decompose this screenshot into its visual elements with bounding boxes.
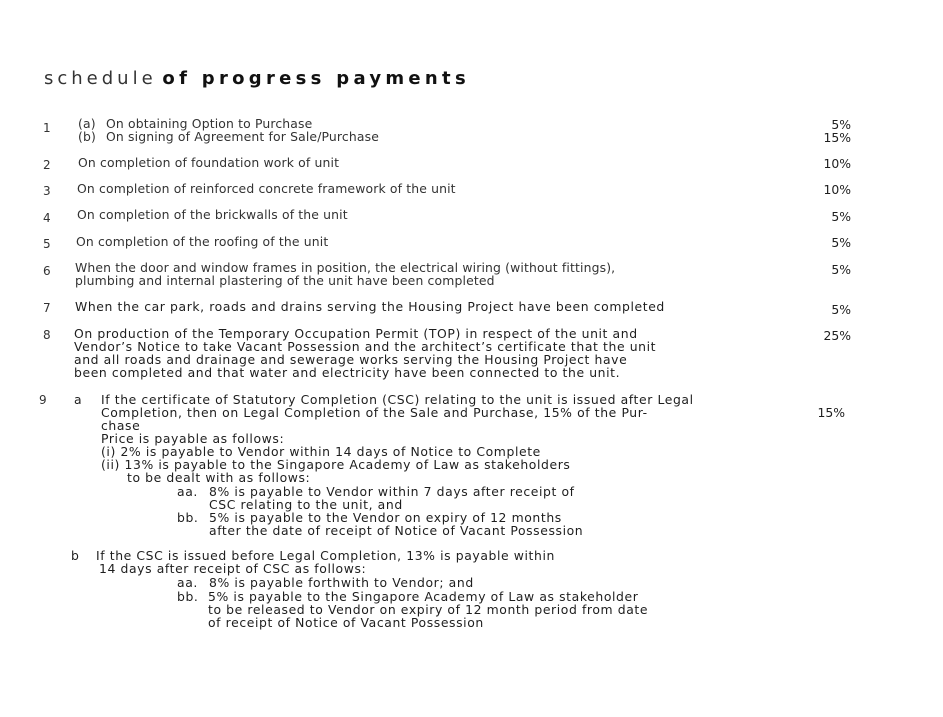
- item-2-number: 2: [43, 158, 51, 172]
- item-9a-line-5: (i) 2% is payable to Vendor within 14 days of Notice to Complete: [101, 444, 541, 459]
- item-9a-line-2: Completion, then on Legal Completion of the Sale and Purchase, 15% of the Pur-: [101, 405, 648, 420]
- item-9a-line-4: Price is payable as follows:: [101, 431, 285, 446]
- item-7-text: When the car park, roads and drains serving the Housing Project have been completed: [75, 299, 665, 314]
- page-title: [44, 68, 470, 89]
- item-6-line-2: plumbing and internal plastering of the unit have been completed: [75, 273, 495, 288]
- item-1a-text: On obtaining Option to Purchase: [106, 116, 313, 131]
- item-1a-percent: 5%: [831, 117, 851, 132]
- item-9b-bb-line-2: to be released to Vendor on expiry of 12 month period from date: [208, 602, 649, 617]
- item-9b-aa-line-1: 8% is payable forthwith to Vendor; and: [209, 575, 474, 590]
- item-8-percent: 25%: [823, 328, 851, 343]
- item-9b-bb-label: bb.: [177, 589, 199, 604]
- item-6-number: 6: [43, 264, 51, 278]
- item-9-number: 9: [39, 393, 47, 407]
- item-8-line-2: Vendor’s Notice to take Vacant Possession and the architect’s certificate that the unit: [74, 339, 657, 354]
- item-9a-aa-line-1: 8% is payable to Vendor within 7 days after receipt of: [209, 484, 575, 499]
- item-4-percent: 5%: [831, 209, 851, 224]
- item-2-text: On completion of foundation work of unit: [78, 155, 340, 170]
- item-1-number: 1: [43, 121, 51, 135]
- item-1b-line: [78, 130, 379, 143]
- item-7-number: 7: [43, 301, 51, 315]
- item-9a-aa-line-2: CSC relating to the unit, and: [209, 497, 403, 512]
- item-8-number: 8: [43, 328, 51, 342]
- item-9b-line-2: 14 days after receipt of CSC as follows:: [99, 561, 367, 576]
- item-9a-line-7: to be dealt with as follows:: [127, 470, 311, 485]
- item-1a-label: (a): [78, 116, 96, 131]
- item-6-line-1: When the door and window frames in position, the electrical wiring (without fittings),: [75, 260, 616, 275]
- item-8-line-4: been completed and that water and electricity have been connected to the unit.: [74, 365, 621, 380]
- item-9a-bb-line-1: 5% is payable to the Vendor on expiry of 12 months: [209, 510, 562, 525]
- item-6-percent: 5%: [831, 262, 851, 277]
- item-9a-aa-label: aa.: [177, 484, 198, 499]
- item-5-text: On completion of the roofing of the unit: [76, 234, 329, 249]
- item-1b-label: (b): [78, 129, 96, 144]
- item-3-percent: 10%: [823, 182, 851, 197]
- item-7-percent: 5%: [831, 302, 851, 317]
- item-9a-line-1: If the certificate of Statutory Completion (CSC) relating to the unit is issued after Legal: [101, 392, 694, 407]
- item-1b-text: On signing of Agreement for Sale/Purchase: [106, 129, 379, 144]
- item-9b-bb-line-1: 5% is payable to the Singapore Academy of Law as stakeholder: [208, 589, 639, 604]
- item-9b-label: b: [71, 548, 79, 563]
- item-8-line-1: On production of the Temporary Occupation Permit (TOP) in respect of the unit and: [74, 326, 638, 341]
- page-title-part2: of progress payments: [162, 68, 470, 89]
- item-2-percent: 10%: [823, 156, 851, 171]
- item-9a-line-3: chase: [101, 418, 141, 433]
- item-9b-bb-line-3: of receipt of Notice of Vacant Possession: [208, 615, 484, 630]
- item-4-number: 4: [43, 211, 51, 225]
- item-9b-line-1: If the CSC is issued before Legal Completion, 13% is payable within: [96, 548, 555, 563]
- item-4-text: On completion of the brickwalls of the unit: [77, 207, 348, 222]
- item-9a-label: a: [74, 392, 82, 407]
- item-3-number: 3: [43, 184, 51, 198]
- item-9a-bb-label: bb.: [177, 510, 199, 525]
- item-1b-percent: 15%: [823, 130, 851, 145]
- item-8-line-3: and all roads and drainage and sewerage works serving the Housing Project have: [74, 352, 628, 367]
- item-9b-aa-label: aa.: [177, 575, 198, 590]
- page-title-part1: schedule: [44, 68, 157, 89]
- item-5-percent: 5%: [831, 235, 851, 250]
- item-5-number: 5: [43, 237, 51, 251]
- item-9a-line-6: (ii) 13% is payable to the Singapore Academy of Law as stakeholders: [101, 457, 571, 472]
- item-9a-percent: 15%: [817, 405, 845, 420]
- item-3-text: On completion of reinforced concrete framework of the unit: [77, 181, 456, 196]
- item-9a-bb-line-2: after the date of receipt of Notice of Vacant Possession: [209, 523, 584, 538]
